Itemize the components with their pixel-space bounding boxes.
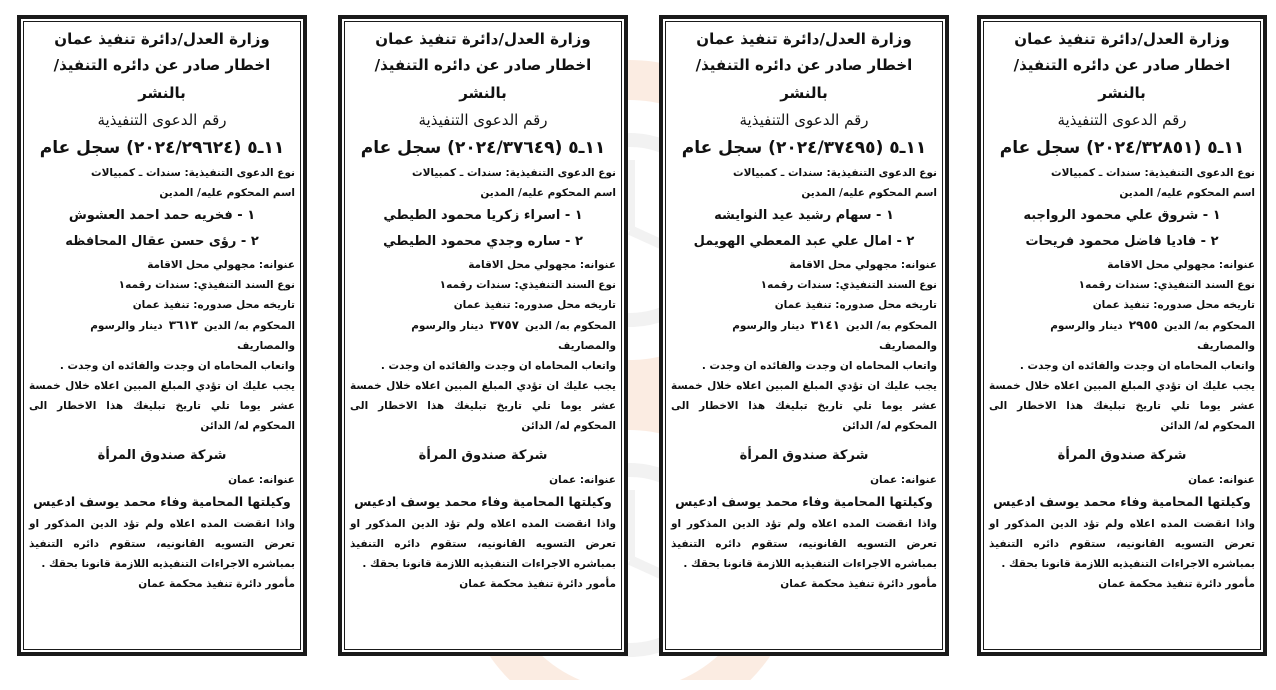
debtor-name-2: ٢ - امال علي عبد المعطي الهويمل	[693, 234, 915, 249]
amount-prefix: المحكوم به/ الدين	[204, 320, 295, 332]
notice-subtitle: اخطار صادر عن دائره التنفيذ/ بالنشر	[374, 56, 592, 102]
payment-warning: يجب عليك ان تؤدي المبلغ المبين اعلاه خلال خمسة عشر يوما تلي تاريخ تبليغك هذا الاخطار الى المحكوم له/ الدائن	[989, 380, 1255, 432]
debtor-address: عنوانه: مجهولي محل الاقامة	[468, 259, 616, 271]
signature-line: مأمور دائرة تنفيذ محكمة عمان	[459, 578, 616, 590]
case-type: نوع الدعوى التنفيذية: سندات ـ كمبيالات	[1051, 167, 1255, 179]
payment-warning: يجب عليك ان تؤدي المبلغ المبين اعلاه خلال خمسة عشر يوما تلي تاريخ تبليغك هذا الاخطار الى المحكوم له/ الدائن	[350, 380, 616, 432]
notice-card	[338, 15, 628, 656]
case-number: ١١ـ٥ (٢٠٢٤/٣٧٦٤٩) سجل عام	[360, 138, 606, 158]
judgment-amount	[989, 315, 1255, 356]
payment-warning: يجب عليك ان تؤدي المبلغ المبين اعلاه خلال خمسة عشر يوما تلي تاريخ تبليغك هذا الاخطار الى المحكوم له/ الدائن	[671, 380, 937, 432]
case-label: رقم الدعوى التنفيذية	[418, 111, 548, 129]
notice-subtitle: اخطار صادر عن دائره التنفيذ/ بالنشر	[53, 56, 271, 102]
closing-paragraph: واذا انقضت المده اعلاه ولم تؤد الدين المذكور او تعرض التسويه القانونيه، ستقوم دائره التنفيذ بمباشره الاجراءات التنفيذيه اللازمة قانونا بحقك .	[671, 518, 937, 570]
lawyer-name: وكيلتها المحامية وفاء محمد يوسف ادعيس	[675, 494, 933, 509]
judgment-amount	[29, 315, 295, 356]
amount-value: ٣٦١٣	[168, 318, 198, 332]
case-type: نوع الدعوى التنفيذية: سندات ـ كمبيالات	[733, 167, 937, 179]
ministry-heading: وزارة العدل/دائرة تنفيذ عمان	[54, 30, 270, 48]
case-number: ١١ـ٥ (٢٠٢٤/٣٢٨٥١) سجل عام	[999, 138, 1245, 158]
creditor-company: شركة صندوق المرأة	[1057, 448, 1187, 463]
case-type: نوع الدعوى التنفيذية: سندات ـ كمبيالات	[91, 167, 295, 179]
debtor-address: عنوانه: مجهولي محل الاقامة	[147, 259, 295, 271]
case-label: رقم الدعوى التنفيذية	[1057, 111, 1187, 129]
instrument-type: نوع السند التنفيذي: سندات رقمه١	[760, 279, 937, 291]
creditor-company: شركة صندوق المرأة	[418, 448, 548, 463]
signature-line: مأمور دائرة تنفيذ محكمة عمان	[780, 578, 937, 590]
amount-prefix: المحكوم به/ الدين	[525, 320, 616, 332]
creditor-company: شركة صندوق المرأة	[97, 448, 227, 463]
fees-line: واتعاب المحاماه ان وجدت والفائده ان وجدت .	[380, 360, 616, 372]
debtor-name-2: ٢ - فاديا فاضل محمود فريحات	[1025, 234, 1219, 249]
case-label: رقم الدعوى التنفيذية	[739, 111, 869, 129]
debtor-address: عنوانه: مجهولي محل الاقامة	[789, 259, 937, 271]
debtor-name-2: ٢ - ساره وجدي محمود الطيطي	[383, 234, 583, 249]
closing-paragraph: واذا انقضت المده اعلاه ولم تؤد الدين المذكور او تعرض التسويه القانونيه، ستقوم دائره التنفيذ بمباشره الاجراءات التنفيذيه اللازمة قانونا بحقك .	[350, 518, 616, 570]
case-label: رقم الدعوى التنفيذية	[97, 111, 227, 129]
company-address: عنوانه: عمان	[549, 474, 616, 486]
closing-paragraph: واذا انقضت المده اعلاه ولم تؤد الدين المذكور او تعرض التسويه القانونيه، ستقوم دائره التنفيذ بمباشره الاجراءات التنفيذيه اللازمة قانونا بحقك .	[29, 518, 295, 570]
ministry-heading: وزارة العدل/دائرة تنفيذ عمان	[375, 30, 591, 48]
payment-warning: يجب عليك ان تؤدي المبلغ المبين اعلاه خلال خمسة عشر يوما تلي تاريخ تبليغك هذا الاخطار الى المحكوم له/ الدائن	[29, 380, 295, 432]
signature-line: مأمور دائرة تنفيذ محكمة عمان	[138, 578, 295, 590]
issue-place: تاريخه محل صدوره: تنفيذ عمان	[453, 299, 616, 311]
case-number: ١١ـ٥ (٢٠٢٤/٣٧٤٩٥) سجل عام	[681, 138, 927, 158]
notice-subtitle: اخطار صادر عن دائره التنفيذ/ بالنشر	[695, 56, 913, 102]
debtor-name-1: ١ - سهام رشيد عيد النوايشه	[714, 208, 894, 223]
company-address: عنوانه: عمان	[228, 474, 295, 486]
company-address: عنوانه: عمان	[1188, 474, 1255, 486]
company-address: عنوانه: عمان	[870, 474, 937, 486]
amount-prefix: المحكوم به/ الدين	[1164, 320, 1255, 332]
judgment-amount	[671, 315, 937, 356]
notice-subtitle: اخطار صادر عن دائره التنفيذ/ بالنشر	[1013, 56, 1231, 102]
amount-prefix: المحكوم به/ الدين	[846, 320, 937, 332]
amount-value: ٣١٤١	[810, 318, 840, 332]
fees-line: واتعاب المحاماه ان وجدت والفائده ان وجدت .	[59, 360, 295, 372]
debtor-label: اسم المحكوم عليه/ المدين	[801, 187, 937, 199]
creditor-company: شركة صندوق المرأة	[739, 448, 869, 463]
debtor-address: عنوانه: مجهولي محل الاقامة	[1107, 259, 1255, 271]
debtor-name-1: ١ - شروق علي محمود الرواجبه	[1023, 208, 1221, 223]
issue-place: تاريخه محل صدوره: تنفيذ عمان	[774, 299, 937, 311]
notice-card	[977, 15, 1267, 656]
case-number: ١١ـ٥ (٢٠٢٤/٢٩٦٢٤) سجل عام	[39, 138, 285, 158]
notice-card	[659, 15, 949, 656]
fees-line: واتعاب المحاماه ان وجدت والفائده ان وجدت .	[701, 360, 937, 372]
issue-place: تاريخه محل صدوره: تنفيذ عمان	[1092, 299, 1255, 311]
amount-suffix: دينار والرسوم والمصاريف	[90, 320, 295, 352]
amount-suffix: دينار والرسوم والمصاريف	[411, 320, 616, 352]
instrument-type: نوع السند التنفيذي: سندات رقمه١	[439, 279, 616, 291]
signature-line: مأمور دائرة تنفيذ محكمة عمان	[1098, 578, 1255, 590]
debtor-label: اسم المحكوم عليه/ المدين	[159, 187, 295, 199]
ministry-heading: وزارة العدل/دائرة تنفيذ عمان	[696, 30, 912, 48]
instrument-type: نوع السند التنفيذي: سندات رقمه١	[118, 279, 295, 291]
debtor-name-1: ١ - اسراء زكريا محمود الطيطي	[383, 208, 583, 223]
debtor-label: اسم المحكوم عليه/ المدين	[1119, 187, 1255, 199]
debtor-name-1: ١ - فخريه حمد احمد العشوش	[68, 208, 256, 223]
notice-card	[17, 15, 307, 656]
fees-line: واتعاب المحاماه ان وجدت والفائده ان وجدت .	[1019, 360, 1255, 372]
amount-suffix: دينار والرسوم والمصاريف	[732, 320, 937, 352]
lawyer-name: وكيلتها المحامية وفاء محمد يوسف ادعيس	[993, 494, 1251, 509]
issue-place: تاريخه محل صدوره: تنفيذ عمان	[132, 299, 295, 311]
amount-value: ٣٧٥٧	[489, 318, 519, 332]
lawyer-name: وكيلتها المحامية وفاء محمد يوسف ادعيس	[33, 494, 291, 509]
judgment-amount	[350, 315, 616, 356]
amount-value: ٢٩٥٥	[1128, 318, 1158, 332]
case-type: نوع الدعوى التنفيذية: سندات ـ كمبيالات	[412, 167, 616, 179]
debtor-label: اسم المحكوم عليه/ المدين	[480, 187, 616, 199]
ministry-heading: وزارة العدل/دائرة تنفيذ عمان	[1014, 30, 1230, 48]
instrument-type: نوع السند التنفيذي: سندات رقمه١	[1078, 279, 1255, 291]
amount-suffix: دينار والرسوم والمصاريف	[1050, 320, 1255, 352]
debtor-name-2: ٢ - رؤى حسن عقال المحافظه	[65, 234, 259, 249]
lawyer-name: وكيلتها المحامية وفاء محمد يوسف ادعيس	[354, 494, 612, 509]
closing-paragraph: واذا انقضت المده اعلاه ولم تؤد الدين المذكور او تعرض التسويه القانونيه، ستقوم دائره التنفيذ بمباشره الاجراءات التنفيذيه اللازمة قانونا بحقك .	[989, 518, 1255, 570]
